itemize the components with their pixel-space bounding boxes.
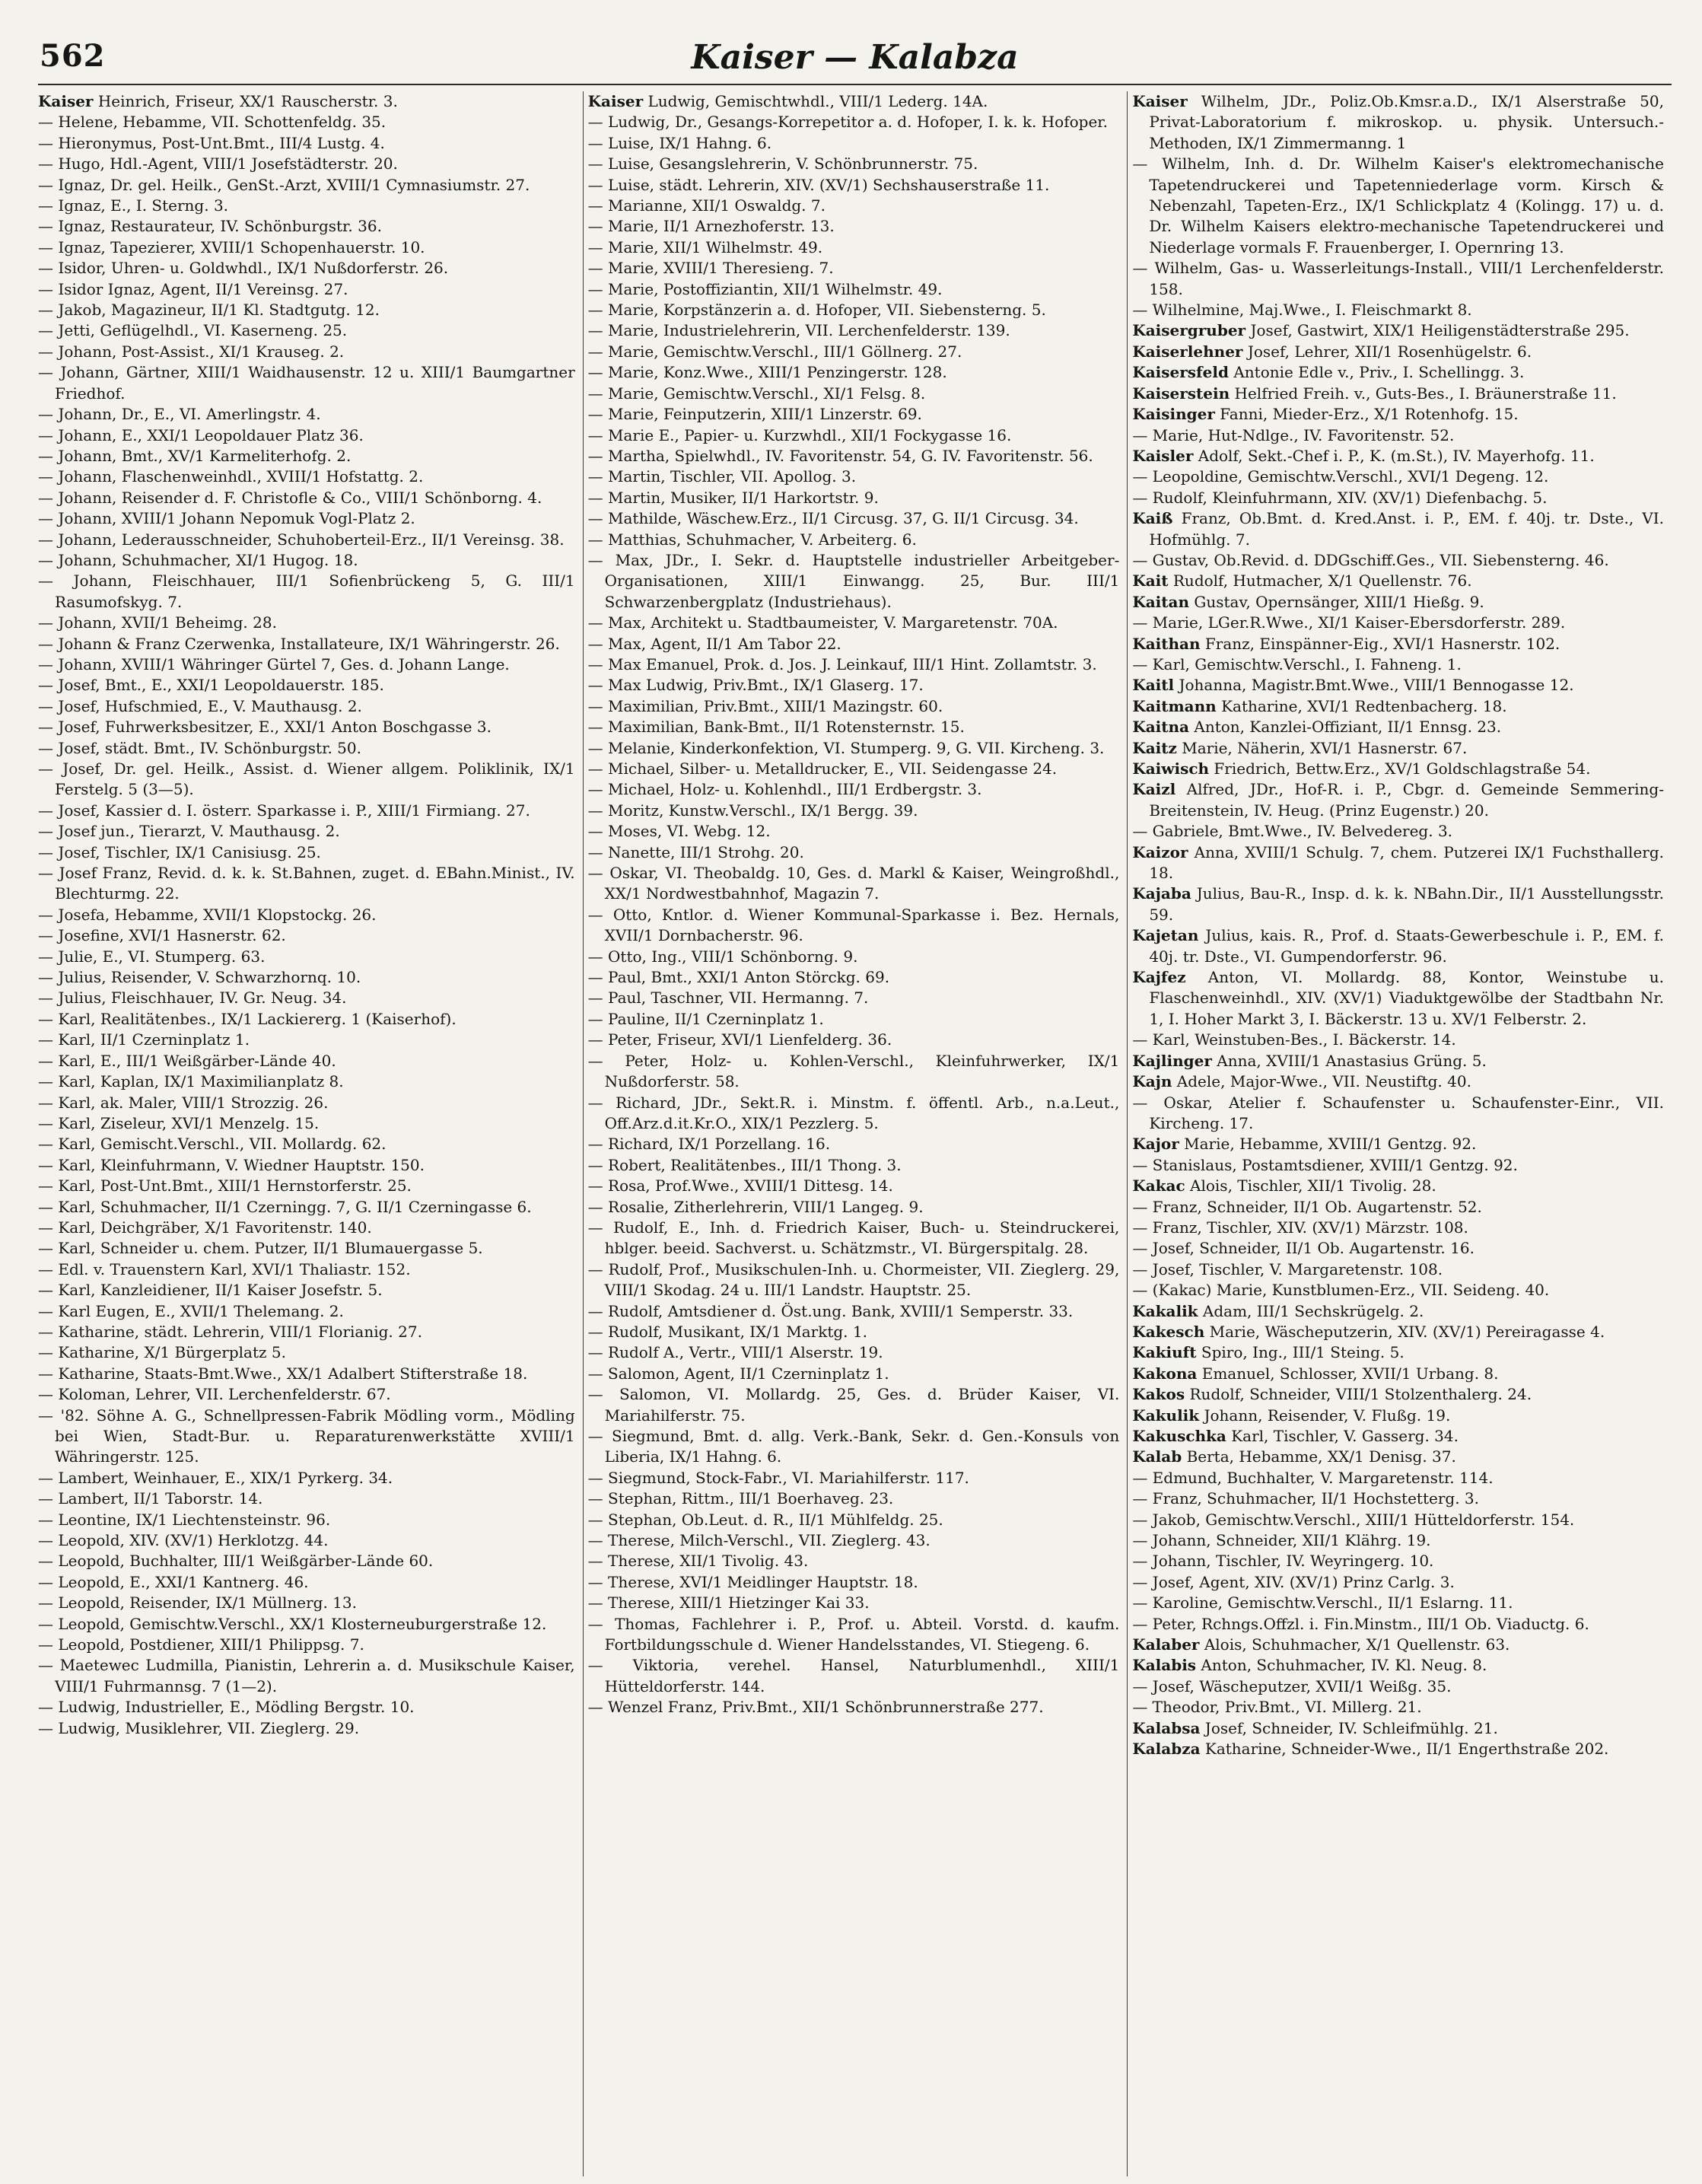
directory-entry: Kaiwisch Friedrich, Bettw.Erz., XV/1 Goldschlagstraße 54. (1132, 759, 1591, 778)
directory-entry: — Karl, Kanzleidiener, II/1 Kaiser Josefstr. 5. (38, 1281, 383, 1300)
directory-entry: — Wilhelm, Inh. d. Dr. Wilhelm Kaiser's elektromechanische Tapetendruckerei und Tapetenniederlage vorm. Kirsch & Nebenzahl, Tapeten-Erz., IX/1 Schlickplatz 4 (Kolingg. 17) u. d. Dr. Wilhelm Kaisers elektro-mechanische Tapetendruckerei und Niederlage vormals F. Frauenberger, I. Opernring 13. (1132, 154, 1664, 256)
directory-entry: — Rosalie, Zitherlehrerin, VIII/1 Langeg. 9. (587, 1197, 924, 1216)
directory-entry: — Melanie, Kinderkonfektion, VI. Stumperg. 9, G. VII. Kircheng. 3. (587, 738, 1105, 757)
directory-entry: — Marie, Korpstänzerin a. d. Hofoper, VII. Siebensterng. 5. (587, 301, 1046, 320)
directory-entry: — Johann, Tischler, IV. Weyringerg. 10. (1132, 1552, 1434, 1571)
directory-entry: — Luise, städt. Lehrerin, XIV. (XV/1) Sechshauserstraße 11. (587, 175, 1050, 194)
directory-entry: — Karl, Gemischtw.Verschl., I. Fahneng. 1. (1132, 654, 1462, 673)
directory-entry: — Ludwig, Dr., Gesangs-Korrepetitor a. d. Hofoper, I. k. k. Hofoper. (587, 113, 1109, 132)
directory-entry: — Siegmund, Bmt. d. allg. Verk.-Bank, Sekr. d. Gen.-Konsuls von Liberia, IX/1 Hahng. 6. (587, 1427, 1120, 1466)
directory-entry: — Karl, Gemischt.Verschl., VII. Mollardg. 62. (38, 1135, 387, 1154)
directory-entry: — Therese, XII/1 Tivolig. 43. (587, 1552, 809, 1571)
directory-entry: — Rudolf, Musikant, IX/1 Marktg. 1. (587, 1322, 867, 1341)
directory-entry: — Katharine, Staats-Bmt.Wwe., XX/1 Adalbert Stifterstraße 18. (38, 1364, 528, 1383)
directory-entry: — Isidor Ignaz, Agent, II/1 Vereinsg. 27. (38, 279, 348, 298)
directory-entry: — Ludwig, Industrieller, E., Mödling Bergstr. 10. (38, 1698, 415, 1717)
directory-entry: Kajn Adele, Major-Wwe., VII. Neustiftg. 40. (1132, 1072, 1471, 1091)
directory-entry: — Viktoria, verehel. Hansel, Naturblumenhdl., XIII/1 Hütteldorferstr. 144. (587, 1656, 1120, 1695)
directory-entry: — Max, Agent, II/1 Am Tabor 22. (587, 634, 841, 653)
directory-entry: — Stephan, Ob.Leut. d. R., II/1 Mühlfeldg. 25. (587, 1510, 943, 1529)
directory-entry: — Josef, städt. Bmt., IV. Schönburgstr. 50. (38, 738, 361, 757)
directory-entry: — Pauline, II/1 Czerninplatz 1. (587, 1009, 824, 1028)
directory-entry: — Marie, XII/1 Wilhelmstr. 49. (587, 237, 823, 256)
directory-entry: — Josef, Fuhrwerksbesitzer, E., XXI/1 Anton Boschgasse 3. (38, 718, 492, 737)
directory-entry: — Marie, II/1 Arnezhoferstr. 13. (587, 217, 835, 236)
directory-entry: — Josef jun., Tierarzt, V. Mauthausg. 2. (38, 822, 340, 841)
directory-entry: — Marianne, XII/1 Oswaldg. 7. (587, 196, 826, 215)
directory-entry: — Josef, Hufschmied, E., V. Mauthausg. 2. (38, 696, 362, 715)
directory-entry: — Max Ludwig, Priv.Bmt., IX/1 Glaserg. 17. (587, 676, 924, 695)
directory-entry: — Maximilian, Priv.Bmt., XIII/1 Mazingstr. 60. (587, 696, 943, 715)
directory-entry: — Salomon, VI. Mollardg. 25, Ges. d. Brüder Kaiser, VI. Mariahilferstr. 75. (587, 1385, 1120, 1425)
directory-entry: — Isidor, Uhren- u. Goldwhdl., IX/1 Nußdorferstr. 26. (38, 259, 449, 278)
directory-entry: — Peter, Holz- u. Kohlen-Verschl., Kleinfuhrwerker, IX/1 Nußdorferstr. 58. (587, 1051, 1120, 1091)
directory-entry: — Karl, Post-Unt.Bmt., XIII/1 Hernstorferstr. 25. (38, 1176, 412, 1195)
directory-entry: — Marie, LGer.R.Wwe., XI/1 Kaiser-Ebersdorferstr. 289. (1132, 613, 1566, 632)
directory-entry: — Leopold, E., XXI/1 Kantnerg. 46. (38, 1572, 309, 1591)
directory-entry: Kaisinger Fanni, Mieder-Erz., X/1 Rotenhofg. 15. (1132, 405, 1519, 424)
directory-entry: — Thomas, Fachlehrer i. P., Prof. u. Abteil. Vorstd. d. kaufm. Fortbildungsschule d. Wiener Handelsstandes, VI. Stiegeng. 6. (587, 1614, 1120, 1654)
directory-entry: — Therese, Milch-Verschl., VII. Zieglerg. 43. (587, 1531, 931, 1550)
directory-entry: Kaiß Franz, Ob.Bmt. d. Kred.Anst. i. P., EM. f. 40j. tr. Dste., VI. Hofmühlg. 7. (1132, 509, 1664, 549)
directory-entry: — Karl, Weinstuben-Bes., I. Bäckerstr. 14. (1132, 1030, 1456, 1049)
directory-entry: — Marie, Gemischtw.Verschl., XI/1 Felsg. 8. (587, 384, 926, 403)
directory-entry: Kaiser Ludwig, Gemischtwhdl., VIII/1 Lederg. 14A. (587, 92, 988, 110)
directory-entry: — Josef, Wäscheputzer, XVII/1 Weißg. 35. (1132, 1676, 1452, 1695)
directory-entry: — Karl, ak. Maler, VIII/1 Strozzig. 26. (38, 1093, 329, 1112)
directory-entry: — Josef, Agent, XIV. (XV/1) Prinz Carlg. 3. (1132, 1572, 1455, 1591)
directory-entry: Kaitz Marie, Näherin, XVI/1 Hasnerstr. 67. (1132, 738, 1468, 757)
directory-entry: — Siegmund, Stock-Fabr., VI. Mariahilferstr. 117. (587, 1468, 969, 1487)
directory-entry: — Ignaz, Tapezierer, XVIII/1 Schopenhauerstr. 10. (38, 237, 425, 256)
directory-entry: Kajor Marie, Hebamme, XVIII/1 Gentzg. 92. (1132, 1135, 1477, 1154)
directory-entry: — Jetti, Geflügelhdl., VI. Kaserneng. 25. (38, 321, 348, 340)
directory-entry: — Johann, Fleischhauer, III/1 Sofienbrückeng 5, G. III/1 Rasumofskyg. 7. (38, 571, 575, 611)
directory-entry: — Karl Eugen, E., XVII/1 Thelemang. 2. (38, 1301, 344, 1320)
directory-entry: — Josef, Tischler, V. Margaretenstr. 108. (1132, 1259, 1443, 1278)
directory-entry: Kakac Alois, Tischler, XII/1 Tivolig. 28. (1132, 1176, 1436, 1195)
directory-entry: — Gustav, Ob.Revid. d. DDGschiff.Ges., VII. Siebensterng. 46. (1132, 550, 1609, 569)
directory-entry: — Marie E., Papier- u. Kurzwhdl., XII/1 Fockygasse 16. (587, 425, 1012, 444)
directory-entry: — Ignaz, Restaurateur, IV. Schönburgstr. 36. (38, 217, 382, 236)
directory-entry: — Rudolf, Amtsdiener d. Öst.ung. Bank, XVIII/1 Semperstr. 33. (587, 1301, 1074, 1320)
directory-entry: — Marie, Feinputzerin, XIII/1 Linzerstr. 69. (587, 405, 922, 424)
directory-entry: — Marie, Industrielehrerin, VII. Lerchenfelderstr. 139. (587, 321, 1010, 340)
directory-entry: — '82. Söhne A. G., Schnellpressen-Fabrik Mödling vorm., Mödling bei Wien, Stadt-Bur. u. Reparaturenwerkstätte XVIII/1 Währingerstr. 125. (38, 1406, 575, 1466)
directory-entry: — Martin, Musiker, II/1 Harkortstr. 9. (587, 488, 879, 507)
running-head: Kaiser — Kalabza (691, 38, 1019, 77)
directory-entry: — Edmund, Buchhalter, V. Margaretenstr. 114. (1132, 1468, 1494, 1487)
directory-entry: — Therese, XVI/1 Meidlinger Hauptstr. 18. (587, 1572, 918, 1591)
column-1 (38, 91, 583, 2176)
directory-entry: — Leopold, Buchhalter, III/1 Weißgärber-Lände 60. (38, 1552, 434, 1571)
directory-entry: — Oskar, VI. Theobaldg. 10, Ges. d. Markl & Kaiser, Weingroßhdl., XX/1 Nordwestbahnhof, Magazin 7. (587, 864, 1120, 903)
directory-entry: — Luise, Gesangslehrerin, V. Schönbrunnerstr. 75. (587, 154, 978, 174)
directory-entry: — Marie, Konz.Wwe., XIII/1 Penzingerstr. 128. (587, 363, 947, 382)
directory-entry: — Jakob, Magazineur, II/1 Kl. Stadtgutg. 12. (38, 301, 380, 320)
directory-entry: — Max, Architekt u. Stadtbaumeister, V. Margaretenstr. 70A. (587, 613, 1058, 632)
directory-entry: Kakalik Adam, III/1 Sechskrügelg. 2. (1132, 1301, 1424, 1320)
page-header (38, 37, 1672, 85)
page-number: 562 (40, 38, 106, 74)
directory-entry: — Johann, Flaschenweinhdl., XVIII/1 Hofstattg. 2. (38, 467, 424, 486)
directory-entry: — Salomon, Agent, II/1 Czerninplatz 1. (587, 1364, 889, 1383)
directory-entry: Kakos Rudolf, Schneider, VIII/1 Stolzenthalerg. 24. (1132, 1385, 1532, 1404)
directory-entry: — Franz, Schuhmacher, II/1 Hochstetterg. 3. (1132, 1489, 1480, 1508)
directory-entry: Kalab Berta, Hebamme, XX/1 Denisg. 37. (1132, 1447, 1456, 1466)
directory-entry: — Leopold, XIV. (XV/1) Herklotzg. 44. (38, 1531, 329, 1550)
directory-entry: — Wilhelmine, Maj.Wwe., I. Fleischmarkt 8. (1132, 301, 1472, 320)
directory-entry: Kaisersfeld Antonie Edle v., Priv., I. Schellingg. 3. (1132, 363, 1525, 382)
directory-entry: Kakesch Marie, Wäscheputzerin, XIV. (XV/1) Pereiragasse 4. (1132, 1322, 1605, 1341)
directory-entry: — Johann, Gärtner, XIII/1 Waidhausenstr. 12 u. XIII/1 Baumgartner Friedhof. (38, 363, 575, 403)
directory-entry: — Josef, Schneider, II/1 Ob. Augartenstr. 16. (1132, 1239, 1475, 1258)
directory-entry: — Oskar, Atelier f. Schaufenster u. Schaufenster-Einr., VII. Kircheng. 17. (1132, 1093, 1664, 1132)
directory-entry: Kaiserstein Helfried Freih. v., Guts-Bes., I. Bräunerstraße 11. (1132, 384, 1617, 403)
directory-entry: — Rosa, Prof.Wwe., XVIII/1 Dittesg. 14. (587, 1176, 893, 1195)
directory-entry: — Edl. v. Trauenstern Karl, XVI/1 Thaliastr. 152. (38, 1259, 411, 1278)
directory-entry: — Mathilde, Wäschew.Erz., II/1 Circusg. 37, G. II/1 Circusg. 34. (587, 509, 1079, 528)
directory-entry: — Paul, Taschner, VII. Hermanng. 7. (587, 989, 869, 1008)
directory-entry: Kajlinger Anna, XVIII/1 Anastasius Grüng. 5. (1132, 1051, 1487, 1070)
directory-entry: — Leopold, Reisender, IX/1 Müllnerg. 13. (38, 1593, 357, 1613)
directory-entry: — Maetewec Ludmilla, Pianistin, Lehrerin a. d. Musikschule Kaiser, VIII/1 Fuhrmannsg. 7 (1—2). (38, 1656, 575, 1695)
directory-entry: Kakuschka Karl, Tischler, V. Gasserg. 34. (1132, 1427, 1459, 1445)
directory-entry: — Johann, Post-Assist., XI/1 Krauseg. 2. (38, 342, 345, 361)
directory-entry: — Josef, Tischler, IX/1 Canisiusg. 25. (38, 842, 321, 861)
directory-entry: Kait Rudolf, Hutmacher, X/1 Quellenstr. 76. (1132, 571, 1472, 591)
directory-entry: — Josefine, XVI/1 Hasnerstr. 62. (38, 926, 286, 945)
directory-entry: — Johann, XVIII/1 Johann Nepomuk Vogl-Platz 2. (38, 509, 415, 528)
directory-entry: — Ignaz, Dr. gel. Heilk., GenSt.-Arzt, XVIII/1 Cymnasiumstr. 27. (38, 175, 530, 194)
directory-entry: — Karl, Kaplan, IX/1 Maximilianplatz 8. (38, 1072, 344, 1091)
directory-entry: — Leopold, Gemischtw.Verschl., XX/1 Klosterneuburgerstraße 12. (38, 1614, 547, 1633)
directory-entry: Kaitl Johanna, Magistr.Bmt.Wwe., VIII/1 Bennogasse 12. (1132, 676, 1574, 695)
directory-entry: — Josef, Bmt., E., XXI/1 Leopoldauerstr. 185. (38, 676, 384, 695)
directory-entry: Kaizl Alfred, JDr., Hof-R. i. P., Cbgr. d. Gemeinde Semmering-Breitenstein, IV. Heug. (Prinz Eugenstr.) 20. (1132, 780, 1664, 820)
directory-entry: — Johann, E., XXI/1 Leopoldauer Platz 36. (38, 425, 364, 444)
directory-entry: — Gabriele, Bmt.Wwe., IV. Belvedereg. 3. (1132, 822, 1453, 841)
directory-entry: — Karl, Schuhmacher, II/1 Czerningg. 7, G. II/1 Czerningasse 6. (38, 1197, 532, 1216)
directory-entry: — Marie, XVIII/1 Theresieng. 7. (587, 259, 834, 278)
directory-entry: — Karoline, Gemischtw.Verschl., II/1 Eslarng. 11. (1132, 1593, 1513, 1613)
directory-entry: — Katharine, städt. Lehrerin, VIII/1 Florianig. 27. (38, 1322, 422, 1341)
directory-entry: — Max Emanuel, Prok. d. Jos. J. Leinkauf, III/1 Hint. Zollamtstr. 3. (587, 654, 1097, 673)
directory-entry: — Rudolf, Prof., Musikschulen-Inh. u. Chormeister, VII. Zieglerg. 29, VIII/1 Skodag. 24 u. III/1 Landstr. Hauptstr. 25. (587, 1259, 1120, 1300)
directory-entry: — Johann, Bmt., XV/1 Karmeliterhofg. 2. (38, 446, 352, 465)
directory-entry: — Rudolf, Kleinfuhrmann, XIV. (XV/1) Diefenbachg. 5. (1132, 488, 1548, 507)
directory-entry: — Rudolf, E., Inh. d. Friedrich Kaiser, Buch- u. Steindruckerei, hblger. beeid. Sachverst. u. Schätzmstr., VI. Bürgerspitalg. 28. (587, 1218, 1120, 1258)
directory-entry: Kaitmann Katharine, XVI/1 Redtenbacherg. 18. (1132, 696, 1507, 715)
directory-entry: Kalaber Alois, Schuhmacher, X/1 Quellenstr. 63. (1132, 1635, 1510, 1654)
directory-entry: — (Kakac) Marie, Kunstblumen-Erz., VII. Seideng. 40. (1132, 1281, 1550, 1300)
directory-entry: Kaiser Wilhelm, JDr., Poliz.Ob.Kmsr.a.D., IX/1 Alserstraße 50, Privat-Laboratorium f. mikroskop. u. physik. Untersuch.-Methoden, IX/1 Zimmermanng. 1 (1132, 92, 1664, 152)
directory-entry: — Hugo, Hdl.-Agent, VIII/1 Josefstädterstr. 20. (38, 154, 398, 174)
directory-entry: Kaitna Anton, Kanzlei-Offiziant, II/1 Ennsg. 23. (1132, 718, 1502, 737)
directory-entry: — Ignaz, E., I. Sterng. 3. (38, 196, 229, 215)
directory-entry: — Karl, Kleinfuhrmann, V. Wiedner Hauptstr. 150. (38, 1155, 425, 1174)
directory-entry: Kajfez Anton, VI. Mollardg. 88, Kontor, Weinstube u. Flaschenweinhdl., XIV. (XV/1) Viaduktgewölbe der Stadtbahn Nr. 1, I. Hoher Markt 3, I. Bäckerstr. 13 u. XV/1 Felberstr. 2. (1132, 968, 1664, 1028)
directory-entry: — Michael, Holz- u. Kohlenhdl., III/1 Erdbergstr. 3. (587, 780, 982, 799)
directory-entry: Kaithan Franz, Einspänner-Eig., XVI/1 Hasnerstr. 102. (1132, 634, 1560, 653)
directory-entry: — Koloman, Lehrer, VII. Lerchenfelderstr. 67. (38, 1385, 391, 1404)
directory-entry: — Maximilian, Bank-Bmt., II/1 Rotensternstr. 15. (587, 718, 965, 737)
directory-entry: Kaisler Adolf, Sekt.-Chef i. P., K. (m.St.), IV. Mayerhofg. 11. (1132, 446, 1595, 465)
directory-entry: — Matthias, Schuhmacher, V. Arbeiterg. 6. (587, 530, 917, 549)
directory-entry: — Katharine, X/1 Bürgerplatz 5. (38, 1343, 286, 1362)
directory-entry: — Martin, Tischler, VII. Apollog. 3. (587, 467, 857, 486)
directory-entry: — Karl, Realitätenbes., IX/1 Lackiererg. 1 (Kaiserhof). (38, 1009, 457, 1028)
directory-entry: — Marie, Hut-Ndlge., IV. Favoritenstr. 52. (1132, 425, 1455, 444)
directory-entry: — Franz, Tischler, XIV. (XV/1) Märzstr. 108. (1132, 1218, 1468, 1237)
directory-entry: — Johann, XVIII/1 Währinger Gürtel 7, Ges. d. Johann Lange. (38, 654, 510, 673)
directory-entry: — Johann, Lederausschneider, Schuhoberteil-Erz., II/1 Vereinsg. 38. (38, 530, 565, 549)
directory-entry: — Johann, Schuhmacher, XI/1 Hugog. 18. (38, 550, 358, 569)
column-3 (1127, 91, 1672, 2176)
directory-entry: — Moses, VI. Webg. 12. (587, 822, 771, 841)
directory-entry: — Therese, XIII/1 Hietzinger Kai 33. (587, 1593, 870, 1613)
directory-entry: — Michael, Silber- u. Metalldrucker, E., VII. Seidengasse 24. (587, 759, 1058, 778)
directory-entry: — Johann, XVII/1 Beheimg. 28. (38, 613, 277, 632)
directory-entry: — Peter, Friseur, XVI/1 Lienfelderg. 36. (587, 1030, 892, 1049)
directory-entry: — Franz, Schneider, II/1 Ob. Augartenstr. 52. (1132, 1197, 1482, 1216)
directory-entry: — Karl, Deichgräber, X/1 Favoritenstr. 140. (38, 1218, 372, 1237)
directory-entry: — Julius, Reisender, V. Schwarzhornq. 10. (38, 968, 361, 987)
column-2 (583, 91, 1128, 2176)
directory-entry: — Leontine, IX/1 Liechtensteinstr. 96. (38, 1510, 331, 1529)
directory-entry: — Moritz, Kunstw.Verschl., IX/1 Bergg. 39. (587, 801, 918, 820)
directory-entry: Kajetan Julius, kais. R., Prof. d. Staats-Gewerbeschule i. P., EM. f. 40j. tr. Dste., VI. Gumpendorferstr. 96. (1132, 926, 1664, 966)
directory-entry: — Lambert, Weinhauer, E., XIX/1 Pyrkerg. 34. (38, 1468, 393, 1487)
directory-entry: — Robert, Realitätenbes., III/1 Thong. 3. (587, 1155, 902, 1174)
directory-entry: — Lambert, II/1 Taborstr. 14. (38, 1489, 263, 1508)
directory-entry: — Richard, IX/1 Porzellang. 16. (587, 1135, 831, 1154)
directory-entry: Kalabza Katharine, Schneider-Wwe., II/1 Engerthstraße 202. (1132, 1740, 1609, 1759)
directory-columns (38, 91, 1672, 2176)
directory-entry: — Josef, Kassier d. I. österr. Sparkasse i. P., XIII/1 Firmiang. 27. (38, 801, 530, 820)
directory-entry: — Ludwig, Musiklehrer, VII. Zieglerg. 29. (38, 1718, 360, 1737)
directory-entry: — Johann, Reisender d. F. Christofle & Co., VIII/1 Schönborng. 4. (38, 488, 542, 507)
directory-entry: — Leopoldine, Gemischtw.Verschl., XVI/1 Degeng. 12. (1132, 467, 1549, 486)
directory-entry: — Helene, Hebamme, VII. Schottenfeldg. 35. (38, 113, 387, 132)
directory-entry: — Max, JDr., I. Sekr. d. Hauptstelle industrieller Arbeitgeber-Organisationen, XIII/1 Einwangg. 25, Bur. III/1 Schwarzenbergplatz (Industriehaus). (587, 550, 1120, 611)
directory-entry: — Theodor, Priv.Bmt., VI. Millerg. 21. (1132, 1698, 1422, 1717)
directory-entry: — Julius, Fleischhauer, IV. Gr. Neug. 34. (38, 989, 347, 1008)
directory-entry: — Otto, Ing., VIII/1 Schönborng. 9. (587, 947, 858, 966)
directory-entry: — Stanislaus, Postamtsdiener, XVIII/1 Gentzg. 92. (1132, 1155, 1518, 1174)
directory-entry: — Marie, Gemischtw.Verschl., III/1 Göllnerg. 27. (587, 342, 962, 361)
directory-entry: — Paul, Bmt., XXI/1 Anton Störckg. 69. (587, 968, 890, 987)
directory-entry: — Josef Franz, Revid. d. k. k. St.Bahnen, zuget. d. EBahn.Minist., IV. Blechturmg. 22. (38, 864, 575, 903)
directory-entry: — Johann & Franz Czerwenka, Installateure, IX/1 Währingerstr. 26. (38, 634, 560, 653)
directory-entry: — Johann, Schneider, XII/1 Klährg. 19. (1132, 1531, 1431, 1550)
directory-entry: Kakulik Johann, Reisender, V. Flußg. 19. (1132, 1406, 1451, 1425)
directory-entry: — Stephan, Rittm., III/1 Boerhaveg. 23. (587, 1489, 894, 1508)
directory-entry: Kaizor Anna, XVIII/1 Schulg. 7, chem. Putzerei IX/1 Fuchsthallerg. 18. (1132, 842, 1664, 883)
directory-entry: — Richard, JDr., Sekt.R. i. Minstm. f. öffentl. Arb., n.a.Leut., Off.Arz.d.it.Kr.O., XIX/1 Pezzlerg. 5. (587, 1093, 1120, 1132)
directory-entry: — Johann, Dr., E., VI. Amerlingstr. 4. (38, 405, 321, 424)
directory-entry: — Wenzel Franz, Priv.Bmt., XII/1 Schönbrunnerstraße 277. (587, 1698, 1044, 1717)
directory-entry: — Josefa, Hebamme, XVII/1 Klopstockg. 26. (38, 905, 377, 924)
directory-entry: — Marie, Postoffiziantin, XII/1 Wilhelmstr. 49. (587, 279, 943, 298)
directory-entry: Kalabis Anton, Schuhmacher, IV. Kl. Neug. 8. (1132, 1656, 1487, 1675)
directory-entry: — Leopold, Postdiener, XIII/1 Philippsg. 7. (38, 1635, 364, 1654)
directory-entry: — Karl, Schneider u. chem. Putzer, II/1 Blumauergasse 5. (38, 1239, 483, 1258)
directory-entry: Kajaba Julius, Bau-R., Insp. d. k. k. NBahn.Dir., II/1 Ausstellungsstr. 59. (1132, 884, 1664, 924)
directory-entry: — Wilhelm, Gas- u. Wasserleitungs-Install., VIII/1 Lerchenfelderstr. 158. (1132, 259, 1664, 298)
directory-entry: — Peter, Rchngs.Offzl. i. Fin.Minstm., III/1 Ob. Viaductg. 6. (1132, 1614, 1589, 1633)
directory-entry: — Otto, Kntlor. d. Wiener Kommunal-Sparkasse i. Bez. Hernals, XVII/1 Dornbacherstr. 96. (587, 905, 1120, 945)
directory-entry: Kakiuft Spiro, Ing., III/1 Steing. 5. (1132, 1343, 1405, 1362)
directory-entry: Kaitan Gustav, Opernsänger, XIII/1 Hießg. 9. (1132, 592, 1484, 611)
directory-entry: — Martha, Spielwhdl., IV. Favoritenstr. 54, G. IV. Favoritenstr. 56. (587, 446, 1093, 465)
directory-entry: — Luise, IX/1 Hahng. 6. (587, 133, 772, 152)
directory-entry: Kakona Emanuel, Schlosser, XVII/1 Urbang. 8. (1132, 1364, 1499, 1383)
directory-entry: Kaisergruber Josef, Gastwirt, XIX/1 Heiligenstädterstraße 295. (1132, 321, 1630, 340)
directory-entry: Kalabsa Josef, Schneider, IV. Schleifmühlg. 21. (1132, 1718, 1498, 1737)
directory-entry: Kaiserlehner Josef, Lehrer, XII/1 Rosenhügelstr. 6. (1132, 342, 1532, 361)
directory-entry: — Rudolf A., Vertr., VIII/1 Alserstr. 19. (587, 1343, 883, 1362)
directory-entry: — Karl, Ziseleur, XVI/1 Menzelg. 15. (38, 1113, 320, 1132)
directory-entry: — Karl, II/1 Czerninplatz 1. (38, 1030, 250, 1049)
directory-entry: — Hieronymus, Post-Unt.Bmt., III/4 Lustg. 4. (38, 133, 385, 152)
directory-entry: — Jakob, Gemischtw.Verschl., XIII/1 Hütteldorferstr. 154. (1132, 1510, 1575, 1529)
directory-entry: — Josef, Dr. gel. Heilk., Assist. d. Wiener allgem. Poliklinik, IX/1 Ferstelg. 5 (3—5). (38, 759, 575, 799)
directory-entry: — Nanette, III/1 Strohg. 20. (587, 842, 804, 861)
directory-entry: — Karl, E., III/1 Weißgärber-Lände 40. (38, 1051, 336, 1070)
directory-entry: — Julie, E., VI. Stumperg. 63. (38, 947, 266, 966)
directory-entry: Kaiser Heinrich, Friseur, XX/1 Rauscherstr. 3. (38, 92, 398, 110)
